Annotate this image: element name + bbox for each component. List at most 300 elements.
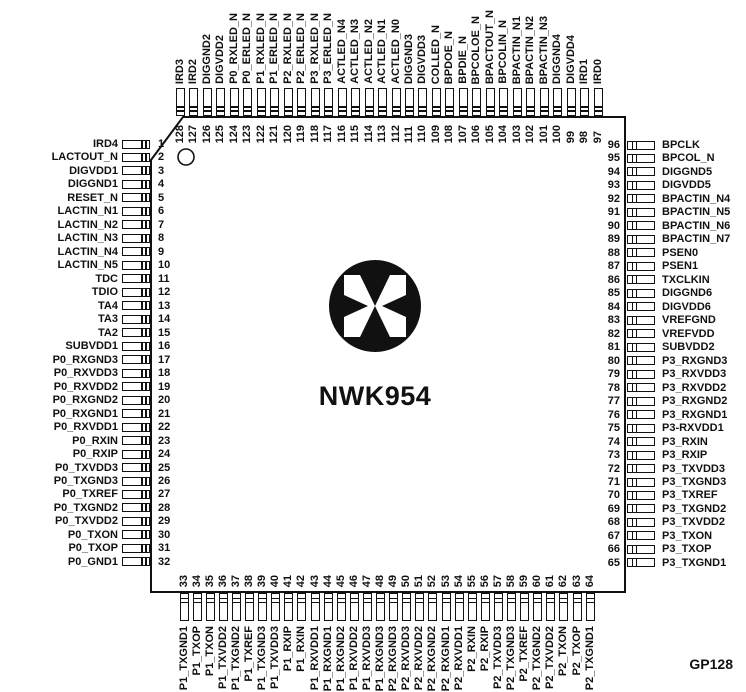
pad-divider bbox=[207, 602, 214, 604]
pin-number-wrap bbox=[470, 119, 483, 143]
pin-number-wrap bbox=[453, 561, 466, 587]
pin-label-wrap bbox=[230, 626, 243, 692]
pad-divider bbox=[636, 546, 638, 553]
pin-pad bbox=[594, 88, 603, 116]
pad-divider bbox=[390, 598, 397, 600]
pin-pad bbox=[122, 409, 150, 418]
pin-label: P3_ERLED_N bbox=[322, 13, 335, 84]
pin-label: BPACTOUT_N bbox=[483, 9, 496, 84]
pin-number-wrap bbox=[492, 561, 505, 587]
pin-label: ACTLED_N0 bbox=[389, 19, 402, 84]
pin-number-wrap bbox=[374, 561, 387, 587]
pin-number: 124 bbox=[227, 124, 240, 143]
pad-divider bbox=[145, 235, 147, 242]
pin-pad bbox=[627, 329, 655, 338]
pad-divider bbox=[352, 110, 359, 112]
pin-label: BPDOE_N bbox=[443, 30, 456, 84]
pin-pad bbox=[122, 207, 150, 216]
pin-label: BPACTIN_N3 bbox=[537, 15, 550, 84]
pad-divider bbox=[632, 344, 634, 351]
pad-divider bbox=[177, 110, 184, 112]
pad-divider bbox=[259, 598, 266, 600]
pin-number: 23 bbox=[158, 434, 171, 447]
pad-divider bbox=[636, 344, 638, 351]
pin-number: 79 bbox=[607, 368, 620, 381]
pin-number: 59 bbox=[518, 574, 531, 587]
pin-number: 44 bbox=[321, 574, 334, 587]
pad-divider bbox=[403, 598, 410, 600]
pad-divider bbox=[473, 106, 480, 108]
pad-divider bbox=[259, 602, 266, 604]
pin-label: P2_RXIP bbox=[478, 626, 491, 672]
pad-divider bbox=[495, 598, 502, 600]
pin-number: 105 bbox=[483, 124, 496, 143]
pin-label-wrap bbox=[174, 2, 187, 84]
pin-pad bbox=[513, 88, 522, 116]
pin-label-wrap bbox=[565, 2, 578, 84]
pad-divider bbox=[145, 397, 147, 404]
pin-number: 25 bbox=[158, 461, 171, 474]
pin-label: SUBVDD1 bbox=[65, 340, 118, 353]
pin-label: DIGGND3 bbox=[402, 33, 415, 84]
pad-divider bbox=[366, 110, 373, 112]
pin-label: P1_RXGND1 bbox=[321, 626, 334, 692]
pin-number: 104 bbox=[497, 124, 510, 143]
pad-divider bbox=[271, 110, 278, 112]
pin-label: P0_TXOP bbox=[68, 542, 118, 555]
pad-divider bbox=[443, 598, 450, 600]
pad-divider bbox=[636, 249, 638, 256]
pad-divider bbox=[312, 110, 319, 112]
pin-label-wrap bbox=[457, 2, 470, 84]
pin-label-wrap bbox=[336, 2, 349, 84]
pin-label: P2_TXGND1 bbox=[583, 626, 596, 691]
pin-label: P0_TXGND3 bbox=[53, 475, 118, 487]
pad-divider bbox=[403, 602, 410, 604]
pad-divider bbox=[560, 598, 567, 600]
pin-number-wrap bbox=[376, 119, 389, 143]
pin-label-wrap bbox=[524, 2, 537, 84]
pad-divider bbox=[527, 106, 534, 108]
pad-divider bbox=[500, 110, 507, 112]
pad-divider bbox=[145, 194, 147, 201]
pin-pad bbox=[257, 88, 266, 116]
pin-pad bbox=[350, 593, 359, 621]
pin-label: DIGVDD6 bbox=[662, 300, 711, 313]
pin-number: 49 bbox=[387, 574, 400, 587]
pin-label-wrap bbox=[282, 2, 295, 84]
pin-number: 18 bbox=[158, 367, 171, 380]
pin-number: 75 bbox=[607, 422, 620, 435]
pad-divider bbox=[581, 110, 588, 112]
pin-label: P0_RXLED_N bbox=[227, 13, 240, 84]
pin-pad bbox=[122, 355, 150, 364]
pin-pad bbox=[418, 88, 427, 116]
pin-label: DIGVDD5 bbox=[662, 179, 711, 192]
pad-divider bbox=[272, 602, 279, 604]
pin-label: BPCLK bbox=[662, 139, 700, 151]
pad-divider bbox=[177, 106, 184, 108]
pad-divider bbox=[141, 343, 143, 350]
pin-pad bbox=[122, 503, 150, 512]
pin-label: P0_RXGND1 bbox=[52, 407, 118, 420]
pin-label-wrap bbox=[497, 2, 510, 84]
pad-divider bbox=[233, 602, 240, 604]
pin-pad bbox=[122, 423, 150, 432]
pad-divider bbox=[632, 559, 634, 566]
pad-divider bbox=[145, 451, 147, 458]
pin-number-wrap bbox=[551, 119, 564, 143]
pin-number-wrap bbox=[309, 561, 322, 587]
pin-number: 60 bbox=[531, 574, 544, 587]
pad-divider bbox=[636, 425, 638, 432]
pin-number-wrap bbox=[538, 119, 551, 143]
pin-label-wrap bbox=[538, 2, 551, 84]
pin-number: 30 bbox=[158, 528, 171, 541]
pin-pad bbox=[122, 557, 150, 566]
pin-number-wrap bbox=[243, 561, 256, 587]
pad-divider bbox=[220, 598, 227, 600]
pad-divider bbox=[416, 602, 423, 604]
pin-pad bbox=[122, 396, 150, 405]
pin-pad bbox=[627, 437, 655, 446]
pin-pad bbox=[526, 88, 535, 116]
pin-label: P1_RXIP bbox=[282, 626, 295, 672]
pin-label: BPACTIN_N4 bbox=[662, 192, 731, 205]
pin-label: P0_TXVDD2 bbox=[55, 515, 118, 528]
pin-label: P2_RXIN bbox=[465, 626, 478, 672]
pin-label: P2_RXGND2 bbox=[426, 626, 439, 692]
pad-divider bbox=[500, 106, 507, 108]
pad-divider bbox=[246, 598, 253, 600]
pin-number: 86 bbox=[607, 273, 620, 286]
pad-divider bbox=[145, 478, 147, 485]
pin-number: 34 bbox=[190, 574, 203, 587]
pin-number: 125 bbox=[214, 124, 227, 143]
pad-divider bbox=[325, 110, 332, 112]
pin-number: 63 bbox=[570, 574, 583, 587]
pin-pad bbox=[122, 477, 150, 486]
pin-label: TA2 bbox=[98, 326, 118, 339]
pin-label: LACTIN_N4 bbox=[57, 245, 118, 258]
pin-number: 56 bbox=[478, 574, 491, 587]
pad-divider bbox=[141, 141, 143, 148]
pad-divider bbox=[377, 598, 384, 600]
pin-label-wrap bbox=[269, 626, 282, 692]
pin-number: 114 bbox=[362, 125, 375, 143]
pin-pad bbox=[122, 274, 150, 283]
pin-pad bbox=[520, 593, 529, 621]
pad-divider bbox=[514, 110, 521, 112]
pad-divider bbox=[636, 303, 638, 310]
pin-pad bbox=[586, 593, 595, 621]
pin-label: BPACTIN_N2 bbox=[524, 15, 537, 84]
pin-label: BPCOL_N bbox=[662, 152, 715, 165]
pin-label-wrap bbox=[592, 2, 605, 84]
pin-pad bbox=[284, 593, 293, 621]
pin-number: 116 bbox=[335, 125, 348, 143]
pin-number-wrap bbox=[524, 119, 537, 143]
pin-pad bbox=[122, 530, 150, 539]
pad-divider bbox=[560, 602, 567, 604]
pad-divider bbox=[636, 155, 638, 162]
pin-number: 111 bbox=[402, 125, 415, 143]
pin-pad bbox=[232, 593, 241, 621]
pin-label: IRD4 bbox=[92, 138, 118, 150]
pin-number: 61 bbox=[544, 574, 557, 587]
pin-number: 42 bbox=[295, 574, 308, 587]
pin-number: 40 bbox=[269, 574, 282, 587]
pin-pad bbox=[351, 88, 360, 116]
pad-divider bbox=[636, 276, 638, 283]
pin-number: 43 bbox=[308, 574, 321, 587]
pin-pad bbox=[122, 517, 150, 526]
pad-divider bbox=[141, 275, 143, 282]
pin-pad bbox=[122, 166, 150, 175]
pin-number: 82 bbox=[607, 327, 620, 340]
pin-label: P3_RXGND1 bbox=[662, 408, 728, 421]
pin-number-wrap bbox=[295, 561, 308, 587]
pad-divider bbox=[632, 398, 634, 405]
pin-label: VREFVDD bbox=[662, 327, 715, 340]
pin-label: P3_TXOP bbox=[662, 543, 712, 556]
pad-divider bbox=[141, 383, 143, 390]
pin-label: P3-RXVDD1 bbox=[662, 422, 724, 435]
pad-divider bbox=[574, 598, 581, 600]
pad-divider bbox=[244, 106, 251, 108]
pin-number-wrap bbox=[256, 561, 269, 587]
pin-label: P1_RXGND2 bbox=[334, 626, 347, 692]
pin-label: P2_ERLED_N bbox=[295, 13, 308, 84]
pin-label: LACTIN_N2 bbox=[57, 218, 118, 231]
pin-number: 64 bbox=[583, 574, 596, 587]
pin-pad bbox=[573, 593, 582, 621]
pad-divider bbox=[145, 531, 147, 538]
pin-label-wrap bbox=[349, 2, 362, 84]
pin-number: 91 bbox=[607, 206, 620, 219]
pin-label: P3_RXLED_N bbox=[308, 13, 321, 84]
pad-divider bbox=[636, 168, 638, 175]
pad-divider bbox=[339, 106, 346, 108]
pin-pad bbox=[627, 235, 655, 244]
pad-divider bbox=[145, 248, 147, 255]
pin-number: 31 bbox=[158, 542, 171, 555]
pin-number-wrap bbox=[214, 119, 227, 143]
pin-label: P3_RXVDD2 bbox=[662, 381, 727, 394]
pin-number: 92 bbox=[607, 192, 620, 205]
pin-number: 51 bbox=[413, 574, 426, 587]
pad-divider bbox=[285, 598, 292, 600]
pin-pad bbox=[122, 450, 150, 459]
pad-divider bbox=[145, 289, 147, 296]
pin-number: 95 bbox=[607, 152, 620, 165]
pad-divider bbox=[636, 263, 638, 270]
pin-pad bbox=[365, 88, 374, 116]
pin-pad bbox=[122, 544, 150, 553]
pin-label: LACTIN_N1 bbox=[57, 205, 118, 218]
pin-label-wrap bbox=[443, 2, 456, 84]
pin-pad bbox=[627, 194, 655, 203]
pin-number: 32 bbox=[158, 555, 171, 568]
pin-number: 8 bbox=[158, 232, 165, 245]
pad-divider bbox=[145, 154, 147, 161]
pin-number: 1 bbox=[158, 138, 165, 150]
pin-number: 19 bbox=[158, 380, 171, 393]
pad-divider bbox=[595, 106, 602, 108]
pin-label: P1_ERLED_N bbox=[268, 13, 281, 84]
pad-divider bbox=[231, 110, 238, 112]
pin-label: LACTOUT_N bbox=[51, 151, 118, 164]
pin-label: P3_TXVDD2 bbox=[662, 516, 725, 529]
pad-divider bbox=[406, 106, 413, 108]
pad-divider bbox=[325, 106, 332, 108]
pin-label: P3_TXON bbox=[662, 529, 713, 542]
pin-label-wrap bbox=[309, 626, 322, 692]
pin-number: 39 bbox=[256, 574, 269, 587]
pad-divider bbox=[419, 110, 426, 112]
pad-divider bbox=[636, 384, 638, 391]
pin-label: VREFGND bbox=[662, 314, 716, 327]
pin-label-wrap bbox=[403, 2, 416, 84]
pad-divider bbox=[181, 598, 188, 600]
pin-pad bbox=[546, 593, 555, 621]
pad-divider bbox=[312, 602, 319, 604]
pin-number-wrap bbox=[295, 119, 308, 143]
pad-divider bbox=[145, 181, 147, 188]
pad-divider bbox=[141, 262, 143, 269]
pin-number: 12 bbox=[158, 286, 171, 299]
pin-pad bbox=[428, 593, 437, 621]
pin-number: 119 bbox=[295, 125, 308, 143]
pad-divider bbox=[145, 504, 147, 511]
pin-number: 113 bbox=[376, 125, 389, 143]
pin-pad bbox=[415, 593, 424, 621]
pad-divider bbox=[416, 598, 423, 600]
pin-label-wrap bbox=[322, 2, 335, 84]
pad-divider bbox=[145, 424, 147, 431]
pad-divider bbox=[487, 110, 494, 112]
pin-number: 78 bbox=[607, 381, 620, 394]
pin-pad bbox=[206, 593, 215, 621]
pin-number-wrap bbox=[217, 561, 230, 587]
pin-label: BPDIE_N bbox=[456, 36, 469, 84]
pin-pad bbox=[499, 88, 508, 116]
pin-number: 47 bbox=[360, 574, 373, 587]
pin-label: TA4 bbox=[98, 299, 118, 312]
pin-number: 50 bbox=[400, 574, 413, 587]
pin-label-wrap bbox=[187, 2, 200, 84]
pad-divider bbox=[141, 370, 143, 377]
pad-divider bbox=[534, 598, 541, 600]
pin-label-wrap bbox=[416, 2, 429, 84]
pad-divider bbox=[446, 110, 453, 112]
pin-label: DIGGND2 bbox=[200, 33, 213, 84]
pad-divider bbox=[469, 602, 476, 604]
pin-number: 45 bbox=[334, 574, 347, 587]
pad-divider bbox=[145, 370, 147, 377]
pin-label-wrap bbox=[204, 626, 217, 692]
pin-label: P3_TXGND3 bbox=[662, 476, 727, 488]
pin-label: PSEN0 bbox=[662, 246, 699, 259]
pin-pad bbox=[122, 193, 150, 202]
pad-divider bbox=[632, 465, 634, 472]
pin-pad bbox=[402, 593, 411, 621]
pad-divider bbox=[636, 452, 638, 459]
pin-number: 27 bbox=[158, 488, 171, 501]
pin-label: BPACTIN_N5 bbox=[662, 206, 731, 219]
pin-pad bbox=[363, 593, 372, 621]
pad-divider bbox=[632, 209, 634, 216]
pad-divider bbox=[312, 106, 319, 108]
pin-pad bbox=[122, 369, 150, 378]
pin-number: 22 bbox=[158, 421, 171, 434]
pin-number-wrap bbox=[282, 119, 295, 143]
pin-label-wrap bbox=[413, 626, 426, 692]
pin-label-wrap bbox=[484, 2, 497, 84]
pin-label: P1_TXVDD2 bbox=[216, 626, 229, 689]
pad-divider bbox=[636, 398, 638, 405]
pad-divider bbox=[574, 602, 581, 604]
pin-pad bbox=[540, 88, 549, 116]
pin-number: 35 bbox=[203, 574, 216, 587]
pin-number: 7 bbox=[158, 218, 165, 231]
pin-number: 2 bbox=[158, 151, 165, 164]
pad-divider bbox=[636, 438, 638, 445]
pad-divider bbox=[271, 106, 278, 108]
pad-divider bbox=[429, 598, 436, 600]
pin-number: 72 bbox=[607, 462, 620, 475]
pad-divider bbox=[547, 602, 554, 604]
pad-divider bbox=[141, 531, 143, 538]
pin-pad bbox=[376, 593, 385, 621]
pad-divider bbox=[632, 371, 634, 378]
pin-number-wrap bbox=[592, 119, 605, 143]
pin-label: P1_TXGND2 bbox=[229, 626, 242, 691]
pin-label: P2_TXON bbox=[557, 626, 570, 677]
chip-name: NWK954 bbox=[318, 381, 432, 411]
pad-divider bbox=[632, 290, 634, 297]
pin-label: P3_RXIP bbox=[662, 449, 708, 462]
pin-label-wrap bbox=[571, 626, 584, 692]
pad-divider bbox=[145, 491, 147, 498]
pin-pad bbox=[627, 478, 655, 487]
pin-number: 33 bbox=[177, 574, 190, 587]
pad-divider bbox=[527, 110, 534, 112]
pin-label-wrap bbox=[361, 626, 374, 692]
pin-label: P3_RXVDD3 bbox=[662, 368, 727, 381]
pin-pad bbox=[324, 593, 333, 621]
pin-pad bbox=[627, 410, 655, 419]
pin-pad bbox=[122, 140, 150, 149]
pin-number-wrap bbox=[544, 561, 557, 587]
pin-label-wrap bbox=[531, 626, 544, 692]
pin-number: 103 bbox=[510, 124, 523, 143]
pin-label: DIGGND1 bbox=[67, 178, 118, 191]
pin-label: DIGVDD1 bbox=[69, 164, 118, 177]
pad-divider bbox=[220, 602, 227, 604]
pin-label: P1_RXVDD1 bbox=[308, 626, 321, 691]
pin-pad bbox=[243, 88, 252, 116]
pin-number: 126 bbox=[200, 124, 213, 143]
pin-number: 94 bbox=[607, 165, 620, 178]
pin-number-wrap bbox=[443, 119, 456, 143]
pin-label: P3_TXGND2 bbox=[662, 502, 727, 515]
pin-label: RESET_N bbox=[67, 191, 118, 204]
pad-divider bbox=[541, 106, 548, 108]
pin-number: 99 bbox=[564, 130, 577, 143]
pin-pad bbox=[627, 424, 655, 433]
pin-label: BPACTIN_N7 bbox=[662, 233, 731, 246]
